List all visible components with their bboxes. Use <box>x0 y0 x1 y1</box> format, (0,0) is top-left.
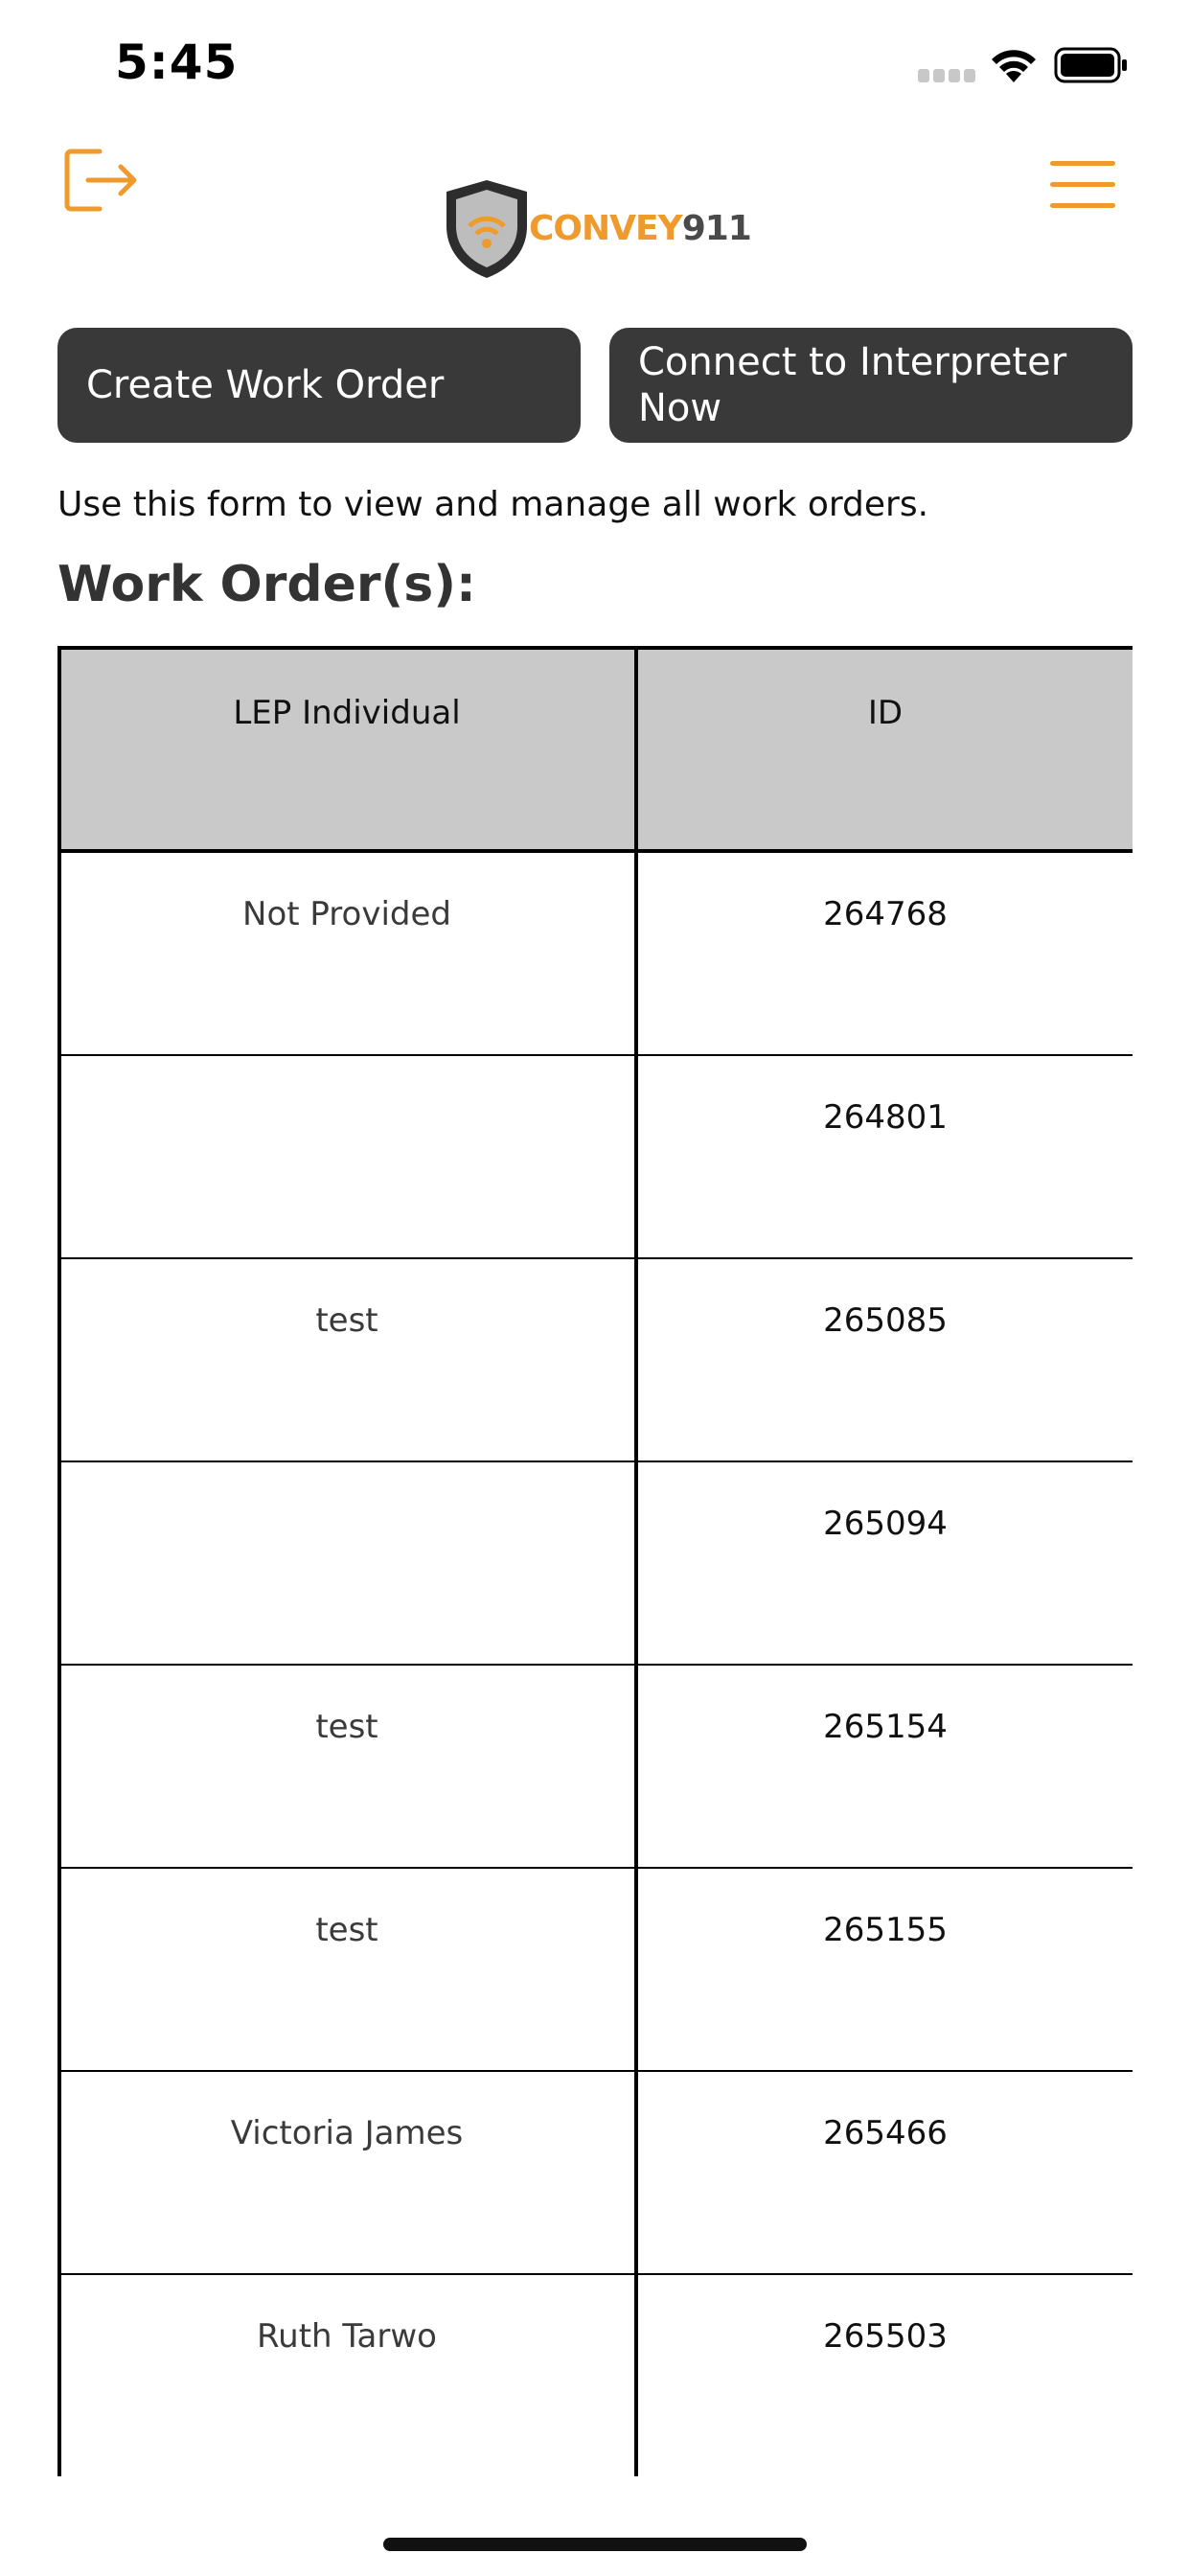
cell-lep: test <box>315 1911 378 1949</box>
hamburger-menu-icon[interactable] <box>1050 161 1115 209</box>
logo-wordmark <box>529 209 751 248</box>
wifi-icon <box>987 46 1041 84</box>
cell-lep: test <box>315 1301 378 1340</box>
home-indicator[interactable] <box>383 2538 807 2551</box>
cell-id: 264801 <box>823 1098 948 1137</box>
cell-lep: test <box>315 1708 378 1746</box>
cell-lep: Victoria James <box>230 2114 464 2152</box>
section-title: Work Order(s): <box>57 556 476 613</box>
cell-id: 265085 <box>823 1301 948 1340</box>
logo-911: 911 <box>681 209 751 248</box>
cell-id: 265154 <box>823 1708 948 1746</box>
intro-text: Use this form to view and manage all work orders. <box>57 485 929 524</box>
cell-id: 265503 <box>823 2317 948 2356</box>
logo-convey: CONVEY <box>529 209 682 248</box>
cell-id: 264768 <box>823 895 948 933</box>
logout-icon[interactable] <box>61 146 140 215</box>
header-id: ID <box>867 694 904 732</box>
cell-lep: Ruth Tarwo <box>257 2317 437 2356</box>
cell-id: 265094 <box>823 1505 948 1543</box>
connect-interpreter-button[interactable]: Connect to Interpreter Now <box>609 328 1133 443</box>
cell-id: 265155 <box>823 1911 948 1949</box>
shield-wifi-icon <box>441 178 533 280</box>
table-left-border <box>57 646 636 2476</box>
work-orders-table <box>57 646 1133 2476</box>
battery-icon <box>1054 46 1129 84</box>
header-lep-individual: LEP Individual <box>233 694 461 732</box>
cellular-signal-icon <box>918 69 977 82</box>
table-column-divider <box>634 646 638 2476</box>
status-bar <box>0 0 1190 134</box>
create-work-order-button[interactable]: Create Work Order <box>57 328 581 443</box>
cell-lep: Not Provided <box>242 895 451 933</box>
status-time: 5:45 <box>115 34 239 90</box>
convey911-logo <box>441 178 751 280</box>
cell-id: 265466 <box>823 2114 948 2152</box>
